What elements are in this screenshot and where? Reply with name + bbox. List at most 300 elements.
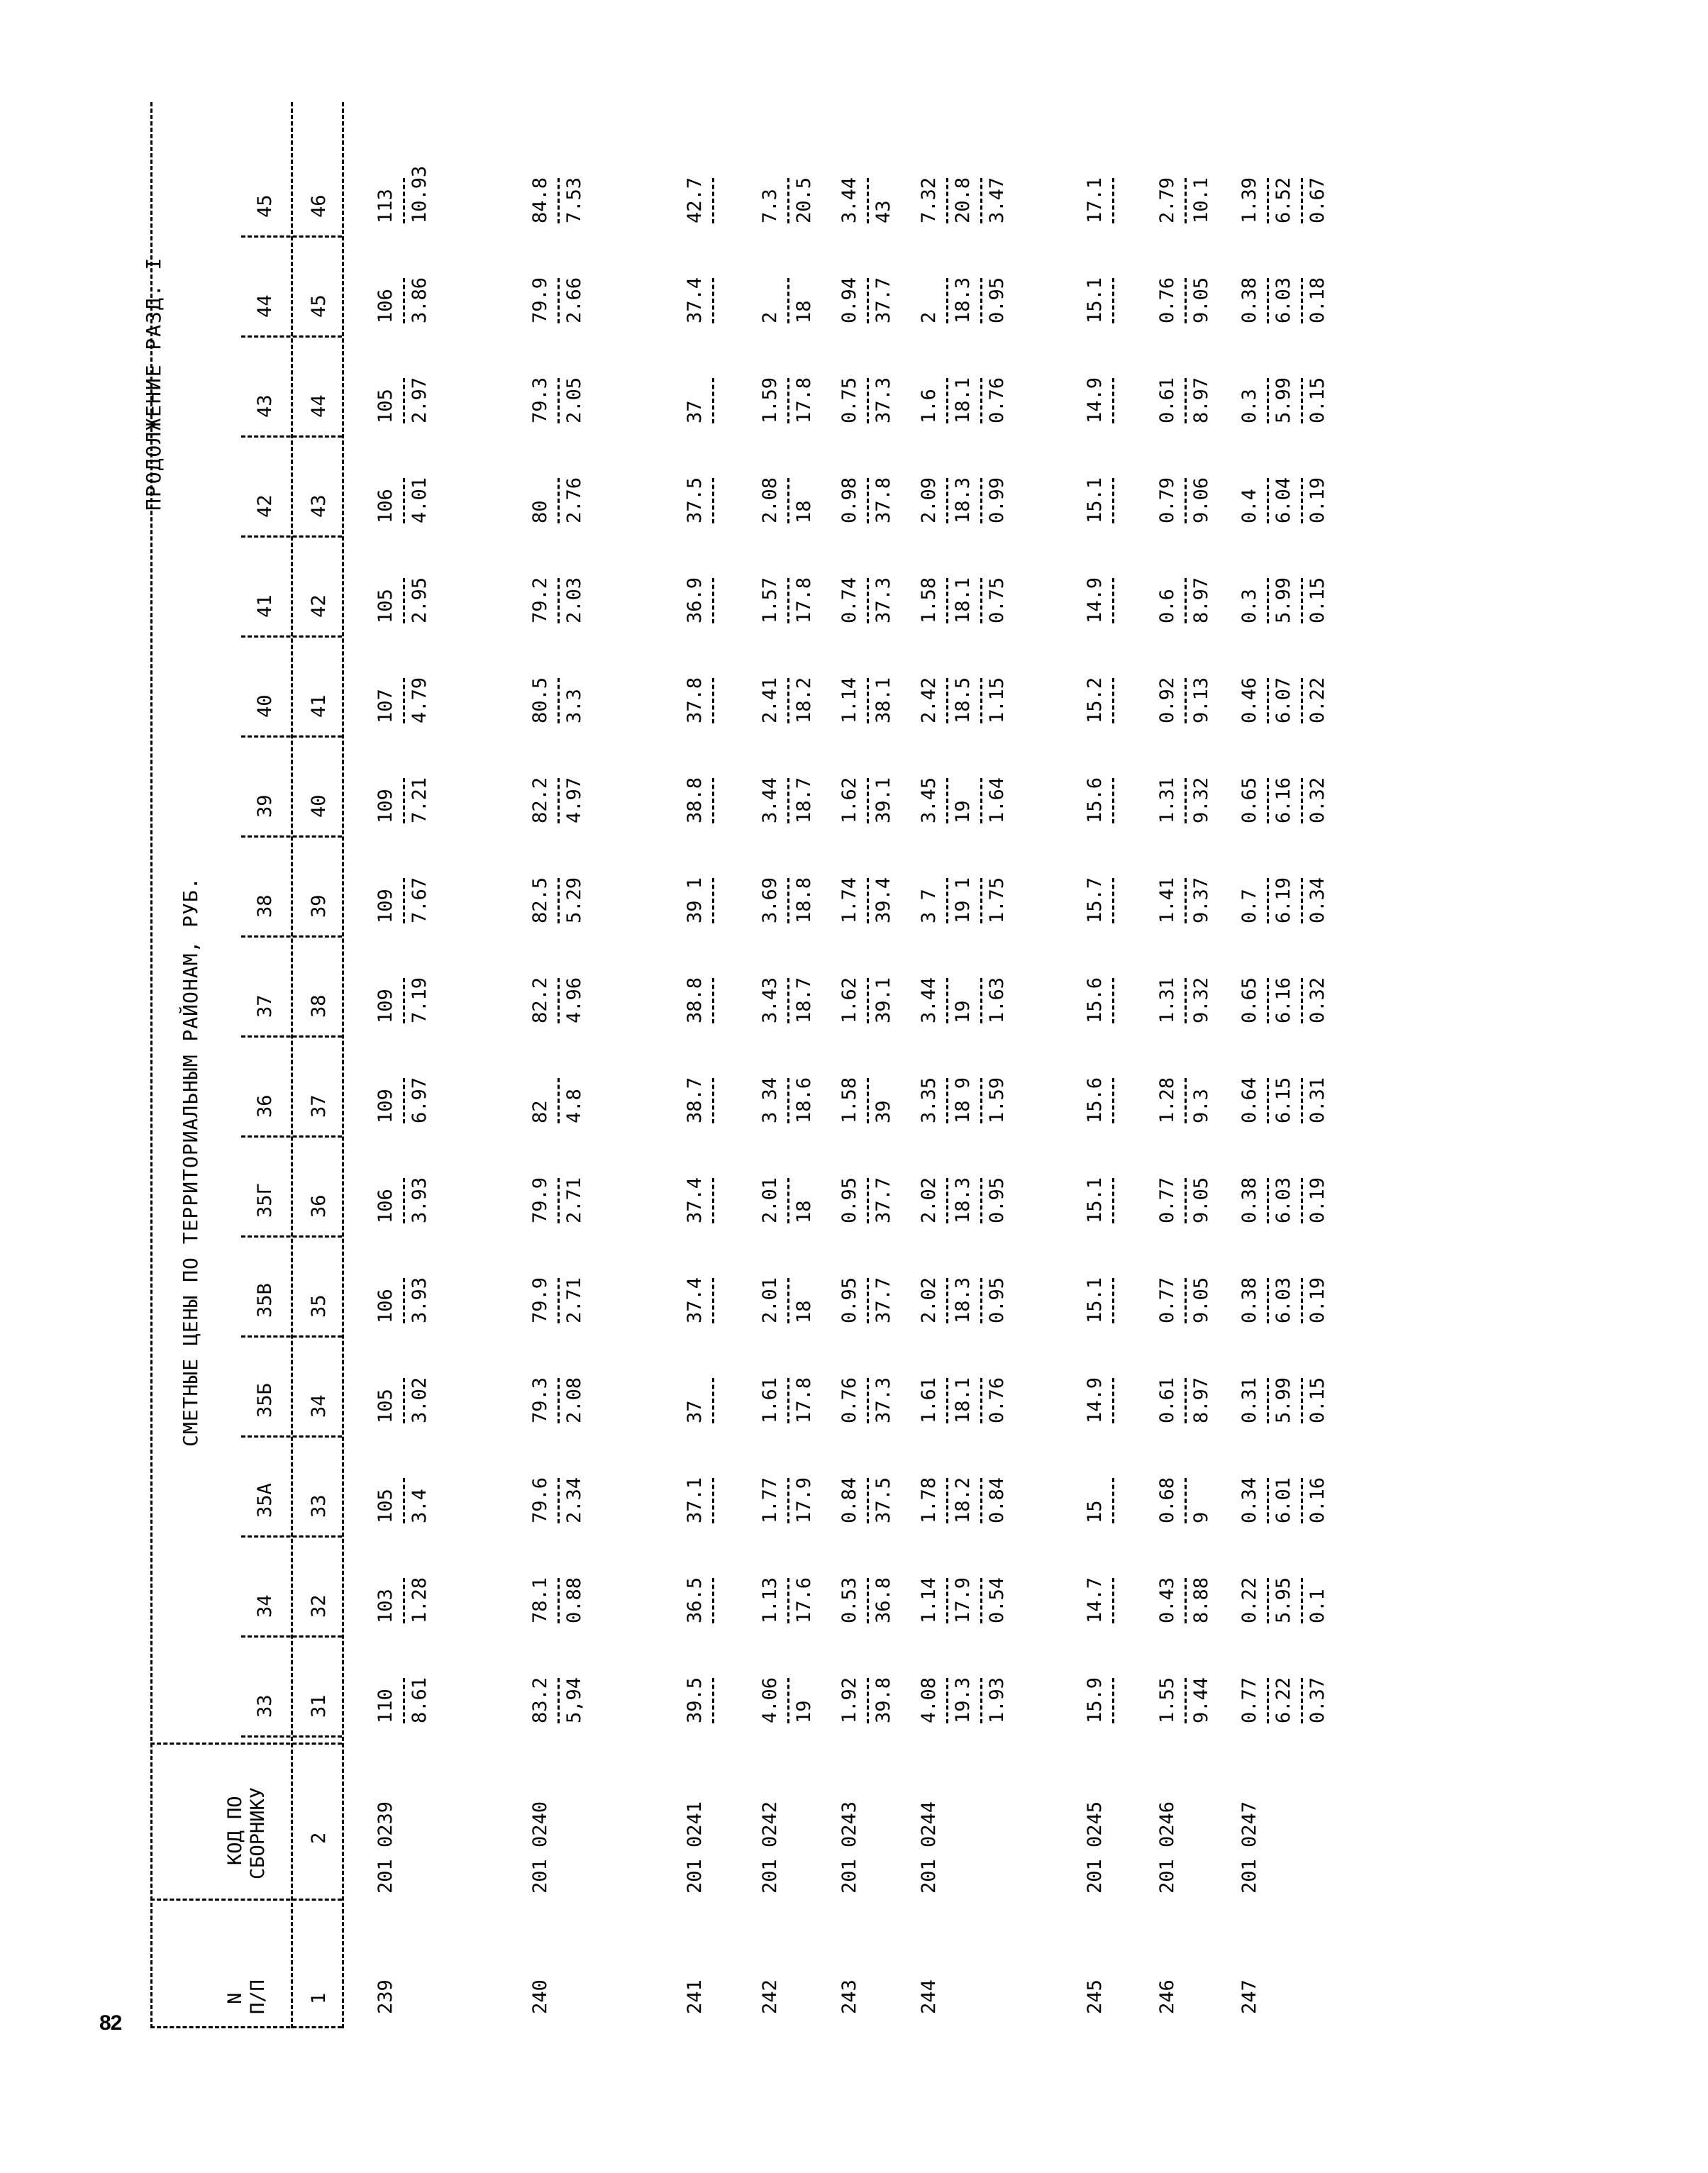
price-value: 8.97 xyxy=(1190,1377,1212,1423)
region-header: 40 xyxy=(254,694,276,718)
fraction-bar xyxy=(1112,778,1114,823)
price-value: 0.38 xyxy=(1238,277,1260,323)
fraction-bar xyxy=(867,378,869,423)
column-number: 2 xyxy=(308,1832,330,1844)
price-value: 1.28 xyxy=(409,1577,431,1623)
price-value: 3.43 xyxy=(759,977,781,1023)
price-value: 5.95 xyxy=(1272,1577,1294,1623)
fraction-bar xyxy=(867,878,869,923)
price-value: 9.3 xyxy=(1190,1089,1212,1123)
price-value: 0.31 xyxy=(1238,1377,1260,1423)
price-value: 4.06 xyxy=(759,1677,781,1723)
price-value: 9.05 xyxy=(1190,277,1212,323)
price-value: 80.5 xyxy=(529,677,551,723)
price-value: 1.41 xyxy=(1156,877,1178,923)
fraction-bar xyxy=(712,778,714,823)
price-value: 17.8 xyxy=(793,1377,815,1423)
fraction-bar xyxy=(867,578,869,623)
fraction-bar xyxy=(867,1578,869,1623)
fraction-bar xyxy=(980,1378,982,1423)
price-value: 1.92 xyxy=(838,1677,860,1723)
fraction-bar xyxy=(867,678,869,723)
row-number: 247 xyxy=(1238,1979,1260,2014)
price-value: 6.16 xyxy=(1272,977,1294,1023)
price-value: 9.13 xyxy=(1190,677,1212,723)
fraction-bar xyxy=(1267,478,1269,523)
price-value: 3.45 xyxy=(918,777,940,823)
col-divider xyxy=(241,1335,342,1338)
fraction-bar xyxy=(712,878,714,923)
header-code-line2: СБОРНИКУ xyxy=(247,1786,269,1879)
fraction-bar xyxy=(712,178,714,223)
price-value: 7.32 xyxy=(918,177,940,223)
col-divider xyxy=(241,835,342,838)
price-value: 106 xyxy=(375,1189,396,1223)
price-value: 18.5 xyxy=(952,677,974,723)
fraction-bar xyxy=(1112,1278,1114,1323)
fraction-bar xyxy=(558,1278,560,1323)
price-value: 82.5 xyxy=(529,877,551,923)
catalog-code: 201 0241 xyxy=(684,1801,706,1894)
fraction-bar xyxy=(403,1078,405,1123)
fraction-bar xyxy=(787,1478,789,1523)
region-header: 41 xyxy=(254,594,276,618)
price-value: 18 xyxy=(793,300,815,323)
price-value: 1.78 xyxy=(918,1477,940,1523)
fraction-bar xyxy=(867,1178,869,1223)
price-value: 107 xyxy=(375,689,396,723)
price-value: 0.98 xyxy=(838,477,860,523)
fraction-bar xyxy=(1267,1278,1269,1323)
fraction-bar xyxy=(1185,1078,1187,1123)
price-value: 18.1 xyxy=(952,1377,974,1423)
price-value: 37 xyxy=(684,400,706,423)
catalog-code: 201 0240 xyxy=(529,1801,551,1894)
fraction-bar xyxy=(1301,678,1303,723)
price-value: 2.03 xyxy=(563,577,585,623)
fraction-bar xyxy=(712,1078,714,1123)
price-value: 36.9 xyxy=(684,577,706,623)
fraction-bar xyxy=(558,1578,560,1623)
price-value: 1.55 xyxy=(1156,1677,1178,1723)
price-value: 3.44 xyxy=(918,977,940,1023)
price-value: 7.3 xyxy=(759,189,781,223)
price-value: 1.62 xyxy=(838,977,860,1023)
price-value: 3.47 xyxy=(986,177,1008,223)
fraction-bar xyxy=(946,1578,948,1623)
price-value: 0.46 xyxy=(1238,677,1260,723)
col-divider xyxy=(241,335,342,338)
price-value: 0.76 xyxy=(1156,277,1178,323)
price-value: 0.94 xyxy=(838,277,860,323)
price-value: 4.96 xyxy=(563,977,585,1023)
price-value: 3.93 xyxy=(409,1277,431,1323)
price-value: 106 xyxy=(375,289,396,323)
price-value: 0.34 xyxy=(1238,1477,1260,1523)
fraction-bar xyxy=(1112,578,1114,623)
fraction-bar xyxy=(946,178,948,223)
fraction-bar xyxy=(712,478,714,523)
fraction-bar xyxy=(946,778,948,823)
header-np-line1: N xyxy=(224,1992,246,2004)
price-value: 5.99 xyxy=(1272,577,1294,623)
col-divider xyxy=(150,1899,342,1901)
fraction-bar xyxy=(787,1678,789,1723)
price-value: 39 xyxy=(872,1100,894,1123)
price-value: 18.3 xyxy=(952,277,974,323)
row-number: 241 xyxy=(684,1979,706,2014)
price-value: 0.76 xyxy=(986,377,1008,423)
column-number: 46 xyxy=(308,194,330,218)
price-value: 0.77 xyxy=(1238,1677,1260,1723)
fraction-bar xyxy=(1185,378,1187,423)
price-value: 14.9 xyxy=(1084,577,1106,623)
price-value: 0.38 xyxy=(1238,1277,1260,1323)
row-number: 242 xyxy=(759,1979,781,2014)
fraction-bar xyxy=(1301,1378,1303,1423)
header-bottom-rule xyxy=(342,102,344,2028)
table-title: СМЕТНЫЕ ЦЕНЫ ПО ТЕРРИТОРИАЛЬНЫМ РАЙОНАМ, РУБ. xyxy=(179,877,202,1447)
fraction-bar xyxy=(946,478,948,523)
fraction-bar xyxy=(787,1078,789,1123)
price-value: 17.6 xyxy=(793,1577,815,1623)
price-value: 0.75 xyxy=(838,377,860,423)
price-value: 2.76 xyxy=(563,477,585,523)
price-value: 82.2 xyxy=(529,977,551,1023)
price-value: 1.57 xyxy=(759,577,781,623)
region-header: 35Г xyxy=(254,1183,276,1218)
price-value: 2.42 xyxy=(918,677,940,723)
price-value: 39.4 xyxy=(872,877,894,923)
price-value: 6.19 xyxy=(1272,877,1294,923)
price-value: 1.28 xyxy=(1156,1077,1178,1123)
price-value: 79.9 xyxy=(529,277,551,323)
price-value: 80 xyxy=(529,500,551,523)
fraction-bar xyxy=(403,1678,405,1723)
fraction-bar xyxy=(787,178,789,223)
fraction-bar xyxy=(787,878,789,923)
region-header: 35А xyxy=(254,1483,276,1518)
catalog-code: 201 0239 xyxy=(375,1801,396,1894)
fraction-bar xyxy=(946,878,948,923)
price-value: 79.9 xyxy=(529,1277,551,1323)
fraction-bar xyxy=(558,1178,560,1223)
column-number: 33 xyxy=(308,1494,330,1518)
price-value: 2.66 xyxy=(563,277,585,323)
col-divider xyxy=(241,1735,342,1738)
price-value: 2.02 xyxy=(918,1177,940,1223)
column-number: 34 xyxy=(308,1394,330,1418)
price-value: 0.95 xyxy=(986,1277,1008,1323)
fraction-bar xyxy=(946,1478,948,1523)
fraction-bar xyxy=(558,1378,560,1423)
price-value: 18.1 xyxy=(952,377,974,423)
price-value: 105 xyxy=(375,1389,396,1423)
price-value: 5.99 xyxy=(1272,1377,1294,1423)
price-value: 1.63 xyxy=(986,977,1008,1023)
col-divider xyxy=(241,1635,342,1638)
price-value: 37.3 xyxy=(872,1377,894,1423)
fraction-bar xyxy=(946,1078,948,1123)
price-value: 1.31 xyxy=(1156,777,1178,823)
fraction-bar xyxy=(946,1378,948,1423)
price-value: 0.95 xyxy=(838,1277,860,1323)
price-value: 37.5 xyxy=(872,1477,894,1523)
price-value: 17.9 xyxy=(793,1477,815,1523)
fraction-bar xyxy=(867,1278,869,1323)
price-value: 0.3 xyxy=(1238,589,1260,623)
price-value: 9.32 xyxy=(1190,777,1212,823)
price-value: 14.9 xyxy=(1084,377,1106,423)
price-value: 2.01 xyxy=(759,1177,781,1223)
fraction-bar xyxy=(1112,278,1114,323)
price-value: 39.8 xyxy=(872,1677,894,1723)
region-header: 36 xyxy=(254,1094,276,1118)
price-value: 15 xyxy=(1084,1500,1106,1523)
price-value: 1.31 xyxy=(1156,977,1178,1023)
price-value: 2.95 xyxy=(409,577,431,623)
fraction-bar xyxy=(1267,278,1269,323)
fraction-bar xyxy=(787,1278,789,1323)
price-value: 17.9 xyxy=(952,1577,974,1623)
price-value: 0.76 xyxy=(986,1377,1008,1423)
price-value: 15.7 xyxy=(1084,877,1106,923)
price-value: 2.09 xyxy=(918,477,940,523)
fraction-bar xyxy=(1185,1178,1187,1223)
price-value: 18 xyxy=(793,1200,815,1223)
price-value: 19 xyxy=(793,1700,815,1723)
price-value: 2.08 xyxy=(759,477,781,523)
price-value: 113 xyxy=(375,189,396,223)
price-value: 38.8 xyxy=(684,777,706,823)
price-value: 0.77 xyxy=(1156,1277,1178,1323)
catalog-code: 201 0245 xyxy=(1084,1801,1106,1894)
price-value: 4.01 xyxy=(409,477,431,523)
fraction-bar xyxy=(946,978,948,1023)
price-value: 43 xyxy=(872,200,894,223)
fraction-bar xyxy=(867,1078,869,1123)
price-value: 7.21 xyxy=(409,777,431,823)
fraction-bar xyxy=(712,678,714,723)
price-value: 82 xyxy=(529,1100,551,1123)
price-value: 18 xyxy=(793,1300,815,1323)
price-value: 0.32 xyxy=(1307,977,1329,1023)
price-value: 20.8 xyxy=(952,177,974,223)
price-value: 2.97 xyxy=(409,377,431,423)
price-value: 109 xyxy=(375,989,396,1023)
price-value: 2 xyxy=(918,311,940,323)
price-value: 15.1 xyxy=(1084,277,1106,323)
price-value: 8.88 xyxy=(1190,1577,1212,1623)
price-value: 0.74 xyxy=(838,577,860,623)
fraction-bar xyxy=(403,978,405,1023)
catalog-code: 201 0242 xyxy=(759,1801,781,1894)
col-divider xyxy=(241,635,342,638)
fraction-bar xyxy=(403,1478,405,1523)
price-value: 42.7 xyxy=(684,177,706,223)
price-value: 3 7 xyxy=(918,889,940,923)
fraction-bar xyxy=(1267,578,1269,623)
price-value: 79.9 xyxy=(529,1177,551,1223)
row-number: 244 xyxy=(918,1979,940,2014)
price-value: 37.4 xyxy=(684,277,706,323)
price-value: 6.52 xyxy=(1272,177,1294,223)
price-value: 37.8 xyxy=(684,677,706,723)
price-value: 38.8 xyxy=(684,977,706,1023)
price-value: 0.95 xyxy=(986,277,1008,323)
fraction-bar xyxy=(558,278,560,323)
price-value: 2.34 xyxy=(563,1477,585,1523)
price-value: 3.93 xyxy=(409,1177,431,1223)
price-value: 1.75 xyxy=(986,877,1008,923)
price-value: 37.3 xyxy=(872,377,894,423)
fraction-bar xyxy=(1267,1378,1269,1423)
price-value: 109 xyxy=(375,789,396,823)
price-value: 105 xyxy=(375,389,396,423)
price-value: 4.8 xyxy=(563,1089,585,1123)
fraction-bar xyxy=(403,1578,405,1623)
price-value: 0.54 xyxy=(986,1577,1008,1623)
price-value: 10.1 xyxy=(1190,177,1212,223)
fraction-bar xyxy=(946,278,948,323)
fraction-bar xyxy=(1301,1278,1303,1323)
region-header: 44 xyxy=(254,294,276,318)
price-value: 3.86 xyxy=(409,277,431,323)
fraction-bar xyxy=(867,478,869,523)
fraction-bar xyxy=(1267,1678,1269,1723)
fraction-bar xyxy=(403,1178,405,1223)
fraction-bar xyxy=(980,1178,982,1223)
fraction-bar xyxy=(558,578,560,623)
fraction-bar xyxy=(1185,578,1187,623)
price-value: 15.2 xyxy=(1084,677,1106,723)
price-value: 0.19 xyxy=(1307,477,1329,523)
fraction-bar xyxy=(712,1178,714,1223)
price-value: 15.1 xyxy=(1084,477,1106,523)
fraction-bar xyxy=(403,178,405,223)
fraction-bar xyxy=(980,1678,982,1723)
fraction-bar xyxy=(787,978,789,1023)
fraction-bar xyxy=(1267,1578,1269,1623)
price-value: 1.14 xyxy=(838,677,860,723)
col-divider xyxy=(241,1235,342,1238)
price-value: 9.06 xyxy=(1190,477,1212,523)
price-value: 0.32 xyxy=(1307,777,1329,823)
price-value: 18.6 xyxy=(793,1077,815,1123)
price-value: 9.32 xyxy=(1190,977,1212,1023)
price-value: 18.8 xyxy=(793,877,815,923)
price-value: 1.58 xyxy=(918,577,940,623)
price-value: 2.79 xyxy=(1156,177,1178,223)
fraction-bar xyxy=(787,578,789,623)
price-value: 6.03 xyxy=(1272,1177,1294,1223)
price-value: 15.6 xyxy=(1084,977,1106,1023)
column-number: 37 xyxy=(308,1094,330,1118)
price-value: 37.3 xyxy=(872,577,894,623)
price-value: 37.5 xyxy=(684,477,706,523)
fraction-bar xyxy=(787,1578,789,1623)
price-value: 7.53 xyxy=(563,177,585,223)
price-value: 105 xyxy=(375,1489,396,1523)
price-value: 5.99 xyxy=(1272,377,1294,423)
price-value: 14.9 xyxy=(1084,1377,1106,1423)
price-value: 36.8 xyxy=(872,1577,894,1623)
header-mid-rule xyxy=(291,102,293,2028)
price-value: 0.16 xyxy=(1307,1477,1329,1523)
price-value: 0.84 xyxy=(986,1477,1008,1523)
price-value: 6.97 xyxy=(409,1077,431,1123)
price-value: 9.05 xyxy=(1190,1177,1212,1223)
price-value: 2.05 xyxy=(563,377,585,423)
price-value: 0.79 xyxy=(1156,477,1178,523)
fraction-bar xyxy=(867,1378,869,1423)
row-number: 240 xyxy=(529,1979,551,2014)
fraction-bar xyxy=(1112,178,1114,223)
fraction-bar xyxy=(1301,1178,1303,1223)
fraction-bar xyxy=(558,378,560,423)
fraction-bar xyxy=(403,478,405,523)
price-value: 6.03 xyxy=(1272,1277,1294,1323)
fraction-bar xyxy=(1301,478,1303,523)
price-value: 83.2 xyxy=(529,1677,551,1723)
price-value: 79.3 xyxy=(529,377,551,423)
fraction-bar xyxy=(403,878,405,923)
price-value: 0.88 xyxy=(563,1577,585,1623)
price-value: 37.4 xyxy=(684,1277,706,1323)
price-value: 10.93 xyxy=(409,165,431,223)
price-value: 9.05 xyxy=(1190,1277,1212,1323)
price-value: 2.08 xyxy=(563,1377,585,1423)
fraction-bar xyxy=(1267,178,1269,223)
price-value: 79.6 xyxy=(529,1477,551,1523)
price-value: 84.8 xyxy=(529,177,551,223)
fraction-bar xyxy=(1267,978,1269,1023)
fraction-bar xyxy=(1267,1178,1269,1223)
price-value: 0.43 xyxy=(1156,1577,1178,1623)
price-value: 18.7 xyxy=(793,977,815,1023)
fraction-bar xyxy=(946,1178,948,1223)
price-value: 3.44 xyxy=(759,777,781,823)
col-divider xyxy=(241,1435,342,1438)
fraction-bar xyxy=(712,578,714,623)
price-value: 19.3 xyxy=(952,1677,974,1723)
fraction-bar xyxy=(1112,1478,1114,1523)
row-number: 239 xyxy=(375,1979,396,2014)
fraction-bar xyxy=(1112,678,1114,723)
column-number: 43 xyxy=(308,494,330,518)
fraction-bar xyxy=(1185,1378,1187,1423)
fraction-bar xyxy=(867,978,869,1023)
price-value: 1.14 xyxy=(918,1577,940,1623)
price-value: 17.8 xyxy=(793,377,815,423)
fraction-bar xyxy=(403,778,405,823)
price-value: 0.31 xyxy=(1307,1077,1329,1123)
price-value: 4.97 xyxy=(563,777,585,823)
column-number: 38 xyxy=(308,994,330,1018)
column-number: 42 xyxy=(308,594,330,618)
fraction-bar xyxy=(1185,978,1187,1023)
price-value: 0.64 xyxy=(1238,1077,1260,1123)
fraction-bar xyxy=(1185,278,1187,323)
price-value: 1.58 xyxy=(838,1077,860,1123)
region-header: 42 xyxy=(254,494,276,518)
fraction-bar xyxy=(1301,878,1303,923)
price-value: 79.3 xyxy=(529,1377,551,1423)
fraction-bar xyxy=(1185,478,1187,523)
price-value: 6.01 xyxy=(1272,1477,1294,1523)
price-value: 18 xyxy=(793,500,815,523)
fraction-bar xyxy=(558,1078,560,1123)
